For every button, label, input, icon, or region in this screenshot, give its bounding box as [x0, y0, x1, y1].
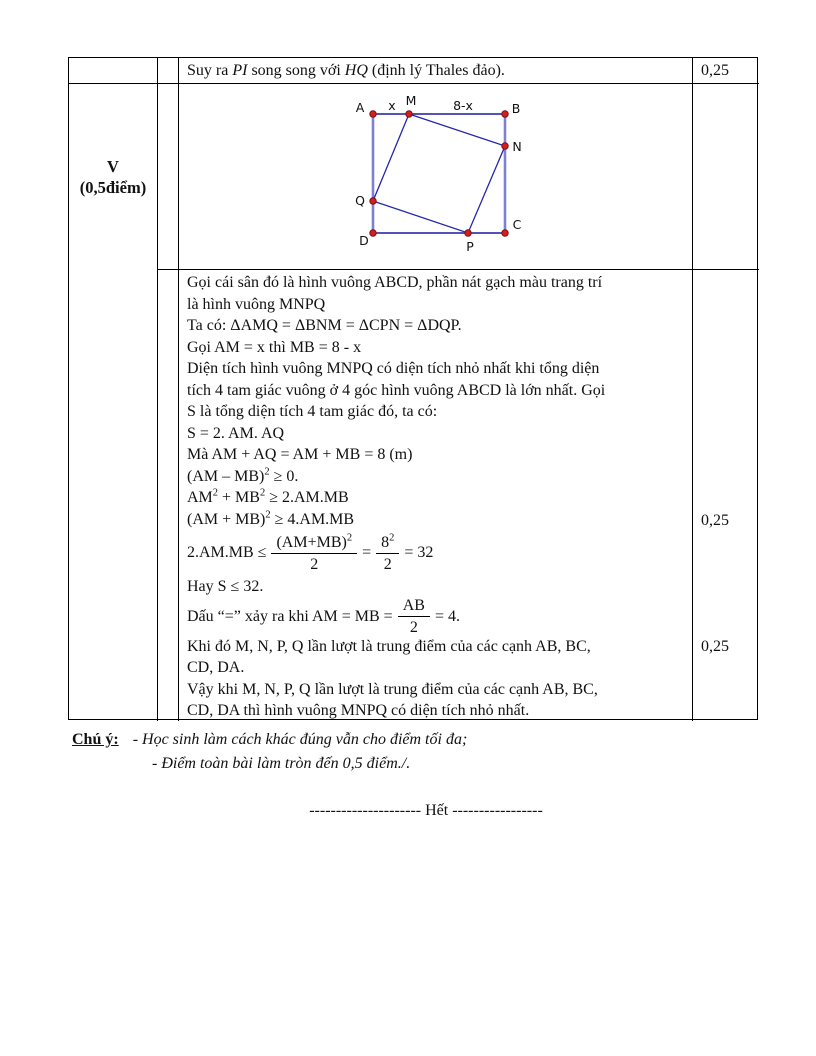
vertex-label-P: P — [466, 239, 474, 254]
math-text: AM — [187, 489, 213, 506]
solution-line-squared — [187, 509, 688, 531]
solution-line: Mà AM + AQ = AM + MB = 8 (m) — [187, 446, 413, 463]
points-badge: 0,25 — [701, 512, 729, 529]
solution-line: Vậy khi M, N, P, Q lần lượt là trung điểm của các cạnh AB, BC, — [187, 680, 598, 698]
math-text: 2.AM.MB ≤ — [187, 544, 267, 561]
vertex-dot-D — [370, 230, 376, 236]
thales-statement — [179, 58, 693, 84]
math-text: 8 — [381, 533, 390, 551]
exponent: 2 — [346, 532, 353, 544]
empty-cell-r2c4 — [693, 84, 759, 270]
segment-label-x: x — [388, 98, 396, 113]
math-text: = — [362, 544, 372, 561]
fraction-numerator — [271, 533, 357, 554]
vertex-label-A: A — [355, 100, 365, 115]
vertex-dot-C — [502, 230, 508, 236]
solution-line: Khi đó M, N, P, Q lần lượt là trung điểm của các cạnh AB, BC, — [187, 637, 591, 655]
vertex-label-C: C — [512, 217, 522, 232]
math-text: (AM + MB) — [187, 510, 266, 528]
fraction-denominator: 2 — [383, 555, 392, 573]
solution-text — [179, 270, 692, 722]
fraction-denominator: 2 — [310, 555, 319, 573]
math-text: Dấu “=” xảy ra khi AM = MB = — [187, 607, 393, 625]
exponent: 2 — [259, 487, 266, 499]
note-line-1: - Học sinh làm cách khác đúng vẫn cho điểm tối đa; — [132, 731, 468, 748]
thales-prefix: Suy ra — [187, 62, 233, 79]
question-roman-numeral: V — [107, 157, 119, 176]
square-diagram-svg — [330, 85, 550, 255]
math-text: + MB — [218, 489, 260, 506]
vertex-label-D: D — [359, 233, 369, 248]
inner-square-MNPQ — [373, 114, 505, 233]
vertex-dot-P — [465, 230, 471, 236]
note-block — [72, 730, 467, 749]
fraction-denominator: 2 — [409, 619, 418, 636]
math-text: ≥ 2.AM.MB — [265, 489, 349, 506]
solution-line: S = 2. AM. AQ — [187, 424, 285, 442]
points-cell-solution — [693, 270, 759, 721]
thales-suffix: (định lý Thales đảo). — [367, 62, 505, 79]
solution-line: S là tổng diện tích 4 tam giác đó, ta có: — [187, 403, 438, 420]
solution-line: CD, DA thì hình vuông MNPQ có diện tích nhỏ nhất. — [187, 702, 530, 719]
vertex-dot-A — [370, 111, 376, 117]
fraction — [376, 533, 399, 574]
fraction-numerator: AB — [398, 596, 430, 617]
points-badge: 0,25 — [701, 638, 729, 655]
fraction-numerator — [376, 533, 399, 554]
question-label — [69, 84, 157, 270]
math-text: ≥ 0. — [269, 467, 299, 485]
solution-line: là hình vuông MNPQ — [187, 295, 326, 313]
empty-cell-r1c2 — [158, 58, 179, 84]
math-text: (AM – MB) — [187, 467, 265, 485]
geometry-figure — [330, 85, 550, 255]
exponent: 2 — [264, 466, 270, 478]
exponent: 2 — [265, 509, 271, 521]
segment-PI: PI — [232, 62, 248, 79]
solution-line-fraction — [187, 530, 688, 576]
solution-line: Gọi AM = x thì MB = 8 - x — [187, 338, 362, 356]
math-text: (AM+MB) — [276, 533, 347, 551]
solution-line: Diện tích hình vuông MNPQ có diện tích nhỏ nhất khi tổng diện — [187, 360, 600, 377]
vertex-label-Q: Q — [355, 193, 365, 208]
empty-cell-r2c2 — [158, 84, 179, 270]
exponent: 2 — [212, 487, 219, 499]
segment-label-8-x: 8-x — [453, 98, 473, 113]
segment-HQ: HQ — [344, 62, 368, 79]
solution-line: Ta có: ΔAMQ = ΔBNM = ΔCPN = ΔDQP. — [187, 317, 462, 334]
scoring-table — [68, 57, 758, 720]
vertex-dot-N — [502, 143, 508, 149]
points-cell-thales: 0,25 — [693, 58, 759, 84]
vertex-label-M: M — [405, 93, 417, 108]
fraction — [398, 596, 430, 637]
solution-line: CD, DA. — [187, 659, 245, 676]
end-separator: --------------------- Hết ----------------- — [309, 802, 543, 819]
math-text: ≥ 4.AM.MB — [270, 510, 355, 528]
vertex-dot-B — [502, 111, 508, 117]
vertex-dot-Q — [370, 198, 376, 204]
vertex-label-B: B — [511, 101, 521, 116]
note-line-2: - Điểm toàn bài làm tròn đến 0,5 điểm./. — [152, 755, 411, 772]
vertex-dot-M — [406, 111, 412, 117]
thales-mid: song song với — [247, 62, 345, 79]
question-number-cell — [69, 84, 158, 721]
math-text: = 32 — [404, 544, 434, 561]
note-label: Chú ý: — [72, 731, 119, 748]
solution-cell — [179, 270, 693, 721]
solution-line: tích 4 tam giác vuông ở 4 góc hình vuông ABCD là lớn nhất. Gọi — [187, 381, 606, 399]
solution-line: Gọi cái sân đó là hình vuông ABCD, phần nát gạch màu trang trí — [187, 274, 603, 291]
solution-line: Hay S ≤ 32. — [187, 578, 264, 595]
figure-cell — [179, 84, 693, 270]
solution-line-squared — [187, 487, 688, 509]
solution-line-fraction — [187, 598, 688, 636]
solution-line-squared — [187, 466, 688, 488]
empty-cell-r3c2 — [158, 270, 179, 721]
fraction — [271, 533, 357, 574]
empty-cell-r1c1 — [69, 58, 158, 84]
exponent: 2 — [389, 532, 395, 544]
math-text: = 4. — [434, 607, 460, 625]
question-points: (0,5điểm) — [79, 178, 147, 197]
vertex-label-N: N — [512, 139, 522, 154]
